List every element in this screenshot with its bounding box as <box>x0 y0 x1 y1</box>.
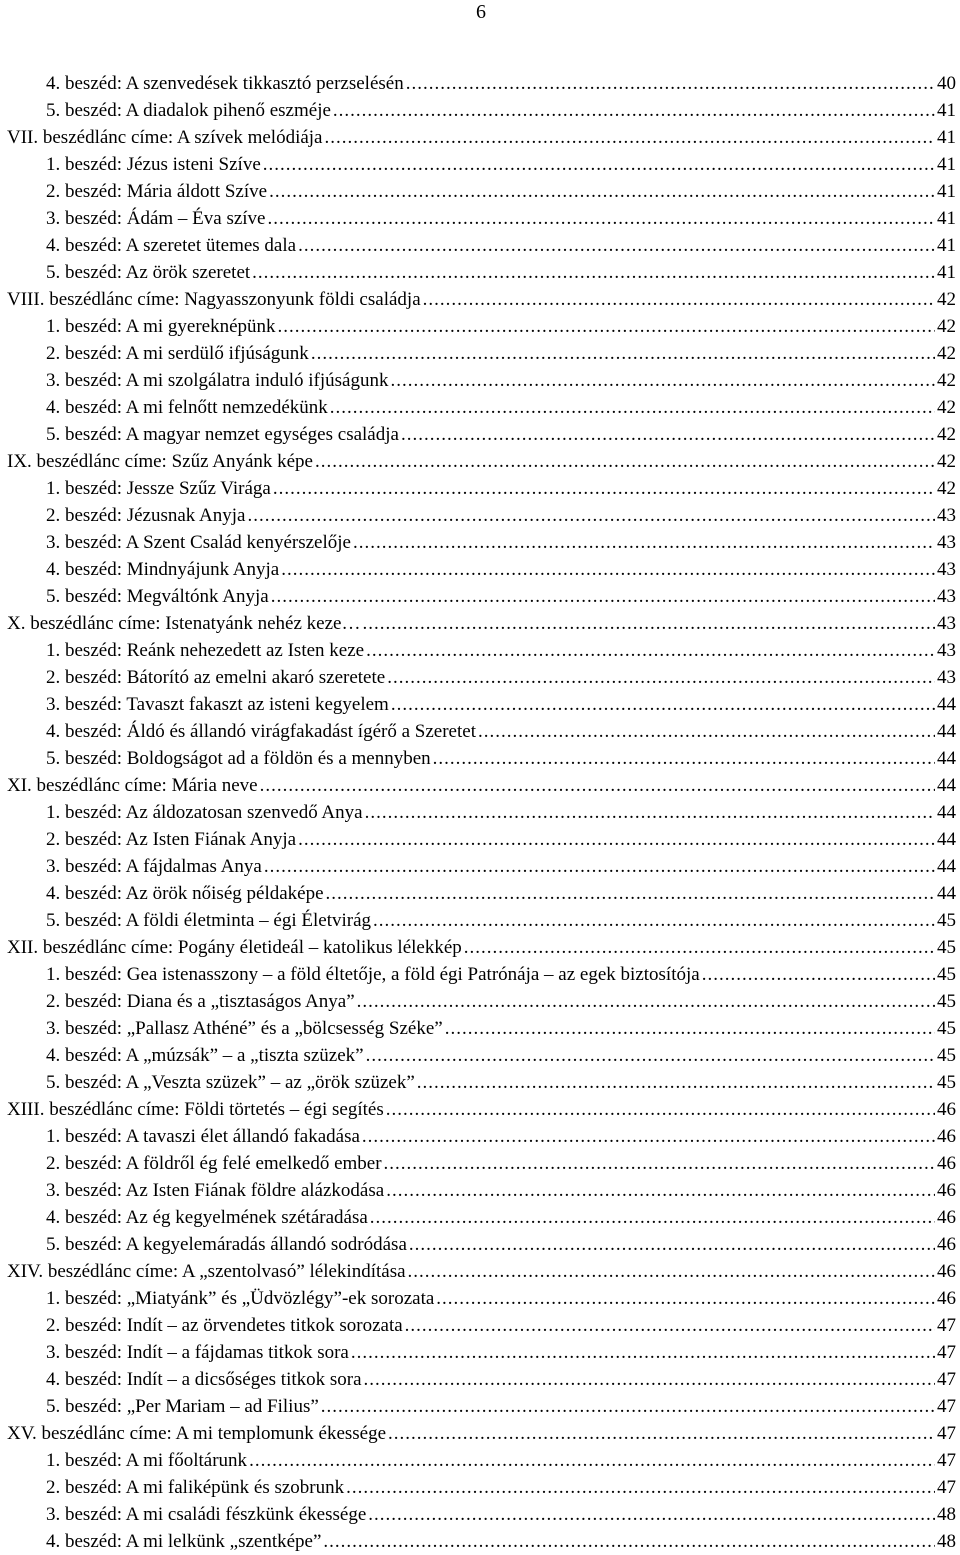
toc-entry-page: 43 <box>937 532 956 553</box>
toc-entry-page: 43 <box>937 586 956 607</box>
toc-entry-title: 1. beszéd: Jézus isteni Szíve <box>46 154 261 175</box>
dot-leader <box>346 1474 935 1501</box>
toc-entry-title: 4. beszéd: A mi felnőtt nemzedékünk <box>46 397 328 418</box>
dot-leader <box>281 556 935 583</box>
toc-entry-line <box>7 934 956 961</box>
dot-leader <box>353 529 935 556</box>
toc-sermon-entry[interactable] <box>0 988 960 1015</box>
toc-entry-page: 47 <box>937 1315 956 1336</box>
toc-entry-title: 3. beszéd: A mi szolgálatra induló ifjúságunk <box>46 370 389 391</box>
toc-entry-page: 47 <box>937 1342 956 1363</box>
dot-leader <box>326 880 935 907</box>
toc-sermon-entry[interactable] <box>0 961 960 988</box>
toc-entry-title: 2. beszéd: Mária áldott Szíve <box>46 181 268 202</box>
dot-leader <box>362 1123 935 1150</box>
toc-entry-line <box>46 1339 956 1366</box>
dot-leader <box>390 367 935 394</box>
toc-sermon-entry[interactable] <box>0 70 960 97</box>
toc-entry-title: 5. beszéd: Megváltónk Anyja <box>46 586 269 607</box>
dot-leader <box>315 448 935 475</box>
toc-entry-line <box>46 70 956 97</box>
toc-sermon-entry[interactable] <box>0 880 960 907</box>
dot-leader <box>366 1042 935 1069</box>
toc-entry-title: 1. beszéd: Gea istenasszony – a föld éltetője, a föld égi Patrónája – az egek biztosítója <box>46 964 700 985</box>
toc-entry-title: 4. beszéd: A szenvedések tikkasztó perzselésén <box>46 73 404 94</box>
dot-leader <box>357 988 935 1015</box>
toc-entry-title: 3. beszéd: Ádám – Éva szíve <box>46 208 266 229</box>
dot-leader <box>323 1528 935 1555</box>
toc-entry-title: 5. beszéd: Boldogságot ad a földön és a mennyben <box>46 748 431 769</box>
toc-entry-page: 44 <box>937 802 956 823</box>
toc-entry-title: 2. beszéd: Bátorító az emelni akaró szeretete <box>46 667 386 688</box>
table-of-contents <box>0 70 960 1555</box>
toc-entry-page: 45 <box>937 1018 956 1039</box>
toc-sermon-entry[interactable] <box>0 178 960 205</box>
dot-leader <box>271 583 935 610</box>
toc-entry-title: XII. beszédlánc címe: Pogány életideál – katolikus lélekkép <box>7 937 462 958</box>
toc-sermon-entry[interactable] <box>0 421 960 448</box>
dot-leader <box>264 853 935 880</box>
toc-entry-line <box>46 1177 956 1204</box>
toc-entry-page: 46 <box>937 1153 956 1174</box>
toc-entry-title: 4. beszéd: Áldó és állandó virágfakadást ígérő a Szeretet <box>46 721 476 742</box>
toc-chapter-entry[interactable] <box>0 772 960 799</box>
toc-entry-title: 1. beszéd: Reánk nehezedett az Isten keze <box>46 640 365 661</box>
toc-entry-line <box>46 1285 956 1312</box>
toc-entry-title: 2. beszéd: Az Isten Fiának Anyja <box>46 829 297 850</box>
toc-entry-line <box>46 1528 956 1555</box>
toc-sermon-entry[interactable] <box>0 259 960 286</box>
toc-sermon-entry[interactable] <box>0 664 960 691</box>
toc-sermon-entry[interactable] <box>0 799 960 826</box>
dot-leader <box>365 799 935 826</box>
toc-entry-title: VII. beszédlánc címe: A szívek melódiája <box>7 127 323 148</box>
toc-entry-title: 4. beszéd: Indít – a dicsőséges titkok sora <box>46 1369 362 1390</box>
toc-entry-page: 45 <box>937 937 956 958</box>
toc-sermon-entry[interactable] <box>0 826 960 853</box>
toc-entry-line <box>46 1366 956 1393</box>
toc-entry-page: 44 <box>937 748 956 769</box>
toc-entry-line <box>46 907 956 934</box>
dot-leader <box>387 664 935 691</box>
toc-entry-title: 1. beszéd: A mi gyereknépünk <box>46 316 276 337</box>
toc-sermon-entry[interactable] <box>0 1177 960 1204</box>
toc-entry-title: 3. beszéd: A fájdalmas Anya <box>46 856 262 877</box>
toc-sermon-entry[interactable] <box>0 313 960 340</box>
dot-leader <box>298 826 935 853</box>
toc-sermon-entry[interactable] <box>0 1015 960 1042</box>
toc-entry-title: 4. beszéd: Az ég kegyelmének szétáradása <box>46 1207 368 1228</box>
toc-entry-title: 5. beszéd: A kegyelemáradás állandó sodródása <box>46 1234 407 1255</box>
dot-leader <box>433 745 935 772</box>
toc-entry-page: 48 <box>937 1531 956 1552</box>
toc-entry-line <box>46 529 956 556</box>
toc-sermon-entry[interactable] <box>0 1204 960 1231</box>
toc-sermon-entry[interactable] <box>0 1042 960 1069</box>
toc-entry-line <box>46 475 956 502</box>
toc-entry-page: 43 <box>937 640 956 661</box>
toc-entry-page: 44 <box>937 883 956 904</box>
toc-entry-title: 5. beszéd: „Per Mariam – ad Filius” <box>46 1396 319 1417</box>
toc-sermon-entry[interactable] <box>0 1312 960 1339</box>
dot-leader <box>386 1096 935 1123</box>
toc-entry-page: 43 <box>937 613 956 634</box>
toc-entry-page: 46 <box>937 1288 956 1309</box>
toc-entry-page: 43 <box>937 559 956 580</box>
toc-entry-line <box>46 988 956 1015</box>
dot-leader <box>366 637 935 664</box>
toc-entry-page: 46 <box>937 1207 956 1228</box>
page-number: 6 <box>476 1 486 23</box>
toc-entry-page: 45 <box>937 1072 956 1093</box>
toc-entry-line <box>46 718 956 745</box>
dot-leader <box>370 1204 935 1231</box>
toc-chapter-entry[interactable] <box>0 286 960 313</box>
toc-sermon-entry[interactable] <box>0 367 960 394</box>
toc-entry-title: 3. beszéd: A Szent Család kenyérszelője <box>46 532 351 553</box>
dot-leader <box>278 313 935 340</box>
toc-entry-line <box>46 637 956 664</box>
toc-entry-title: XV. beszédlánc címe: A mi templomunk ékessége <box>7 1423 387 1444</box>
toc-entry-line <box>46 259 956 286</box>
toc-entry-page: 45 <box>937 991 956 1012</box>
dot-leader <box>263 151 935 178</box>
toc-entry-line <box>46 340 956 367</box>
toc-sermon-entry[interactable] <box>0 394 960 421</box>
toc-chapter-entry[interactable] <box>0 1096 960 1123</box>
toc-entry-title: XIII. beszédlánc címe: Földi törtetés – égi segítés <box>7 1099 384 1120</box>
toc-entry-title: 5. beszéd: Az örök szeretet <box>46 262 251 283</box>
toc-entry-line <box>7 1420 956 1447</box>
toc-entry-title: 2. beszéd: A földről ég felé emelkedő ember <box>46 1153 382 1174</box>
dot-leader <box>408 1258 935 1285</box>
toc-sermon-entry[interactable] <box>0 1231 960 1258</box>
toc-entry-page: 41 <box>937 262 956 283</box>
toc-entry-line <box>46 853 956 880</box>
toc-chapter-entry[interactable] <box>0 610 960 637</box>
dot-leader <box>388 1420 935 1447</box>
toc-sermon-entry[interactable] <box>0 1501 960 1528</box>
toc-entry-title: 1. beszéd: Jessze Szűz Virága <box>46 478 271 499</box>
toc-entry-title: 5. beszéd: A diadalok pihenő eszméje <box>46 100 331 121</box>
toc-sermon-entry[interactable] <box>0 1285 960 1312</box>
toc-entry-title: 4. beszéd: Mindnyájunk Anyja <box>46 559 280 580</box>
toc-entry-page: 41 <box>937 154 956 175</box>
toc-sermon-entry[interactable] <box>0 637 960 664</box>
toc-sermon-entry[interactable] <box>0 583 960 610</box>
toc-entry-page: 41 <box>937 208 956 229</box>
toc-entry-page: 44 <box>937 775 956 796</box>
toc-entry-page: 44 <box>937 721 956 742</box>
toc-entry-page: 46 <box>937 1099 956 1120</box>
dot-leader <box>260 772 935 799</box>
toc-entry-line <box>46 826 956 853</box>
toc-entry-line <box>46 1123 956 1150</box>
toc-entry-line <box>46 1069 956 1096</box>
toc-entry-title: 1. beszéd: „Miatyánk” és „Üdvözlégy”-ek sorozata <box>46 1288 435 1309</box>
toc-sermon-entry[interactable] <box>0 1123 960 1150</box>
toc-sermon-entry[interactable] <box>0 1393 960 1420</box>
toc-entry-page: 47 <box>937 1477 956 1498</box>
dot-leader <box>436 1285 935 1312</box>
dot-leader <box>406 70 935 97</box>
toc-entry-page: 42 <box>937 343 956 364</box>
toc-entry-title: 2. beszéd: Indít – az örvendetes titkok sorozata <box>46 1315 403 1336</box>
toc-entry-line <box>7 610 956 637</box>
toc-entry-page: 47 <box>937 1423 956 1444</box>
dot-leader <box>464 934 935 961</box>
toc-entry-line <box>46 799 956 826</box>
toc-entry-page: 41 <box>937 181 956 202</box>
toc-entry-line <box>46 1474 956 1501</box>
toc-entry-title: XIV. beszédlánc címe: A „szentolvasó” lélekindítása <box>7 1261 406 1282</box>
dot-leader <box>409 1231 935 1258</box>
toc-entry-page: 42 <box>937 397 956 418</box>
toc-chapter-entry[interactable] <box>0 934 960 961</box>
dot-leader <box>351 1339 935 1366</box>
toc-sermon-entry[interactable] <box>0 1528 960 1555</box>
toc-sermon-entry[interactable] <box>0 718 960 745</box>
toc-sermon-entry[interactable] <box>0 1339 960 1366</box>
dot-leader <box>373 907 935 934</box>
toc-chapter-entry[interactable] <box>0 448 960 475</box>
toc-sermon-entry[interactable] <box>0 556 960 583</box>
toc-entry-line <box>46 691 956 718</box>
toc-entry-line <box>46 178 956 205</box>
toc-entry-line <box>46 880 956 907</box>
toc-sermon-entry[interactable] <box>0 1474 960 1501</box>
toc-entry-page: 44 <box>937 829 956 850</box>
toc-entry-title: 3. beszéd: Az Isten Fiának földre alázkodása <box>46 1180 385 1201</box>
toc-sermon-entry[interactable] <box>0 1366 960 1393</box>
dot-leader <box>362 610 935 637</box>
toc-entry-title: 2. beszéd: Diana és a „tisztaságos Anya” <box>46 991 355 1012</box>
dot-leader <box>445 1015 935 1042</box>
toc-entry-page: 42 <box>937 370 956 391</box>
toc-entry-line <box>7 448 956 475</box>
toc-entry-title: XI. beszédlánc címe: Mária neve <box>7 775 258 796</box>
toc-sermon-entry[interactable] <box>0 1150 960 1177</box>
toc-entry-line <box>46 1501 956 1528</box>
toc-entry-title: 1. beszéd: Az áldozatosan szenvedő Anya <box>46 802 363 823</box>
toc-entry-title: 1. beszéd: A mi főoltárunk <box>46 1450 248 1471</box>
toc-entry-title: 5. beszéd: A „Veszta szüzek” – az „örök szüzek” <box>46 1072 415 1093</box>
toc-entry-title: 2. beszéd: Jézusnak Anyja <box>46 505 246 526</box>
toc-chapter-entry[interactable] <box>0 1258 960 1285</box>
toc-entry-title: 3. beszéd: A mi családi fészkünk ékessége <box>46 1504 367 1525</box>
toc-entry-line <box>46 745 956 772</box>
toc-entry-line <box>46 232 956 259</box>
dot-leader <box>267 205 935 232</box>
toc-entry-page: 42 <box>937 451 956 472</box>
toc-entry-page: 45 <box>937 910 956 931</box>
toc-entry-title: 3. beszéd: Tavaszt fakaszt az isteni kegyelem <box>46 694 389 715</box>
toc-entry-page: 42 <box>937 424 956 445</box>
dot-leader <box>330 394 935 421</box>
toc-sermon-entry[interactable] <box>0 1447 960 1474</box>
toc-entry-line <box>46 664 956 691</box>
toc-entry-line <box>7 286 956 313</box>
toc-entry-line <box>46 502 956 529</box>
toc-entry-page: 47 <box>937 1396 956 1417</box>
dot-leader <box>273 475 935 502</box>
dot-leader <box>417 1069 935 1096</box>
dot-leader <box>405 1312 935 1339</box>
toc-entry-line <box>46 367 956 394</box>
toc-entry-line <box>46 583 956 610</box>
toc-entry-title: 2. beszéd: A mi faliképünk és szobrunk <box>46 1477 345 1498</box>
toc-entry-title: 4. beszéd: A szeretet ütemes dala <box>46 235 297 256</box>
toc-entry-line <box>46 151 956 178</box>
toc-sermon-entry[interactable] <box>0 1069 960 1096</box>
dot-leader <box>364 1366 935 1393</box>
dot-leader <box>333 97 935 124</box>
toc-entry-title: 3. beszéd: Indít – a fájdamas titkok sora <box>46 1342 349 1363</box>
toc-entry-title: 4. beszéd: A „múzsák” – a „tiszta szüzek” <box>46 1045 364 1066</box>
dot-leader <box>311 340 935 367</box>
toc-entry-title: 1. beszéd: A tavaszi élet állandó fakadása <box>46 1126 360 1147</box>
dot-leader <box>386 1177 935 1204</box>
toc-sermon-entry[interactable] <box>0 907 960 934</box>
toc-entry-page: 46 <box>937 1126 956 1147</box>
toc-sermon-entry[interactable] <box>0 853 960 880</box>
toc-sermon-entry[interactable] <box>0 97 960 124</box>
toc-entry-page: 43 <box>937 667 956 688</box>
dot-leader <box>269 178 935 205</box>
toc-entry-page: 41 <box>937 127 956 148</box>
toc-entry-line <box>46 313 956 340</box>
toc-sermon-entry[interactable] <box>0 691 960 718</box>
toc-sermon-entry[interactable] <box>0 502 960 529</box>
dot-leader <box>423 286 935 313</box>
toc-entry-line <box>46 1150 956 1177</box>
toc-entry-line <box>46 421 956 448</box>
toc-entry-title: 5. beszéd: A magyar nemzet egységes családja <box>46 424 399 445</box>
toc-entry-title: VIII. beszédlánc címe: Nagyasszonyunk földi családja <box>7 289 421 310</box>
toc-entry-title: 5. beszéd: A földi életminta – égi Életvirág <box>46 910 372 931</box>
toc-chapter-entry[interactable] <box>0 124 960 151</box>
toc-entry-line <box>46 1015 956 1042</box>
dot-leader <box>321 1393 935 1420</box>
toc-entry-title: 2. beszéd: A mi serdülő ifjúságunk <box>46 343 309 364</box>
toc-entry-page: 42 <box>937 478 956 499</box>
toc-entry-line <box>46 97 956 124</box>
toc-entry-title: 3. beszéd: „Pallasz Athéné” és a „bölcsesség Széke” <box>46 1018 443 1039</box>
dot-leader <box>325 124 936 151</box>
toc-entry-page: 48 <box>937 1504 956 1525</box>
toc-entry-page: 41 <box>937 235 956 256</box>
toc-entry-page: 41 <box>937 100 956 121</box>
dot-leader <box>249 1447 935 1474</box>
toc-entry-title: 4. beszéd: Az örök nőiség példaképe <box>46 883 324 904</box>
toc-entry-line <box>46 1447 956 1474</box>
toc-entry-line <box>46 1231 956 1258</box>
toc-entry-title: IX. beszédlánc címe: Szűz Anyánk képe <box>7 451 313 472</box>
toc-entry-line <box>46 205 956 232</box>
toc-sermon-entry[interactable] <box>0 529 960 556</box>
toc-entry-line <box>7 1096 956 1123</box>
toc-entry-line <box>46 394 956 421</box>
toc-entry-page: 44 <box>937 694 956 715</box>
toc-entry-page: 42 <box>937 289 956 310</box>
dot-leader <box>368 1501 935 1528</box>
toc-entry-line <box>7 1258 956 1285</box>
toc-sermon-entry[interactable] <box>0 340 960 367</box>
toc-sermon-entry[interactable] <box>0 745 960 772</box>
toc-entry-line <box>46 1393 956 1420</box>
toc-sermon-entry[interactable] <box>0 205 960 232</box>
toc-entry-title: 4. beszéd: A mi lelkünk „szentképe” <box>46 1531 322 1552</box>
toc-entry-page: 47 <box>937 1369 956 1390</box>
dot-leader <box>401 421 935 448</box>
toc-entry-title: X. beszédlánc címe: Istenatyánk nehéz keze… <box>7 613 361 634</box>
toc-chapter-entry[interactable] <box>0 1420 960 1447</box>
toc-entry-line <box>46 1312 956 1339</box>
toc-entry-page: 44 <box>937 856 956 877</box>
toc-entry-page: 46 <box>937 1180 956 1201</box>
dot-leader <box>247 502 935 529</box>
toc-entry-page: 45 <box>937 1045 956 1066</box>
dot-leader <box>478 718 935 745</box>
toc-entry-page: 46 <box>937 1234 956 1255</box>
toc-entry-page: 42 <box>937 316 956 337</box>
dot-leader <box>702 961 935 988</box>
toc-entry-page: 40 <box>937 73 956 94</box>
dot-leader <box>298 232 935 259</box>
toc-entry-page: 46 <box>937 1261 956 1282</box>
toc-entry-line <box>46 556 956 583</box>
toc-entry-page: 45 <box>937 964 956 985</box>
toc-entry-line <box>46 1204 956 1231</box>
toc-sermon-entry[interactable] <box>0 232 960 259</box>
dot-leader <box>252 259 935 286</box>
toc-entry-line <box>7 772 956 799</box>
toc-sermon-entry[interactable] <box>0 151 960 178</box>
dot-leader <box>384 1150 935 1177</box>
toc-entry-page: 47 <box>937 1450 956 1471</box>
toc-entry-page: 43 <box>937 505 956 526</box>
toc-entry-line <box>46 1042 956 1069</box>
toc-entry-line <box>46 961 956 988</box>
toc-sermon-entry[interactable] <box>0 475 960 502</box>
toc-entry-line <box>7 124 956 151</box>
dot-leader <box>391 691 935 718</box>
